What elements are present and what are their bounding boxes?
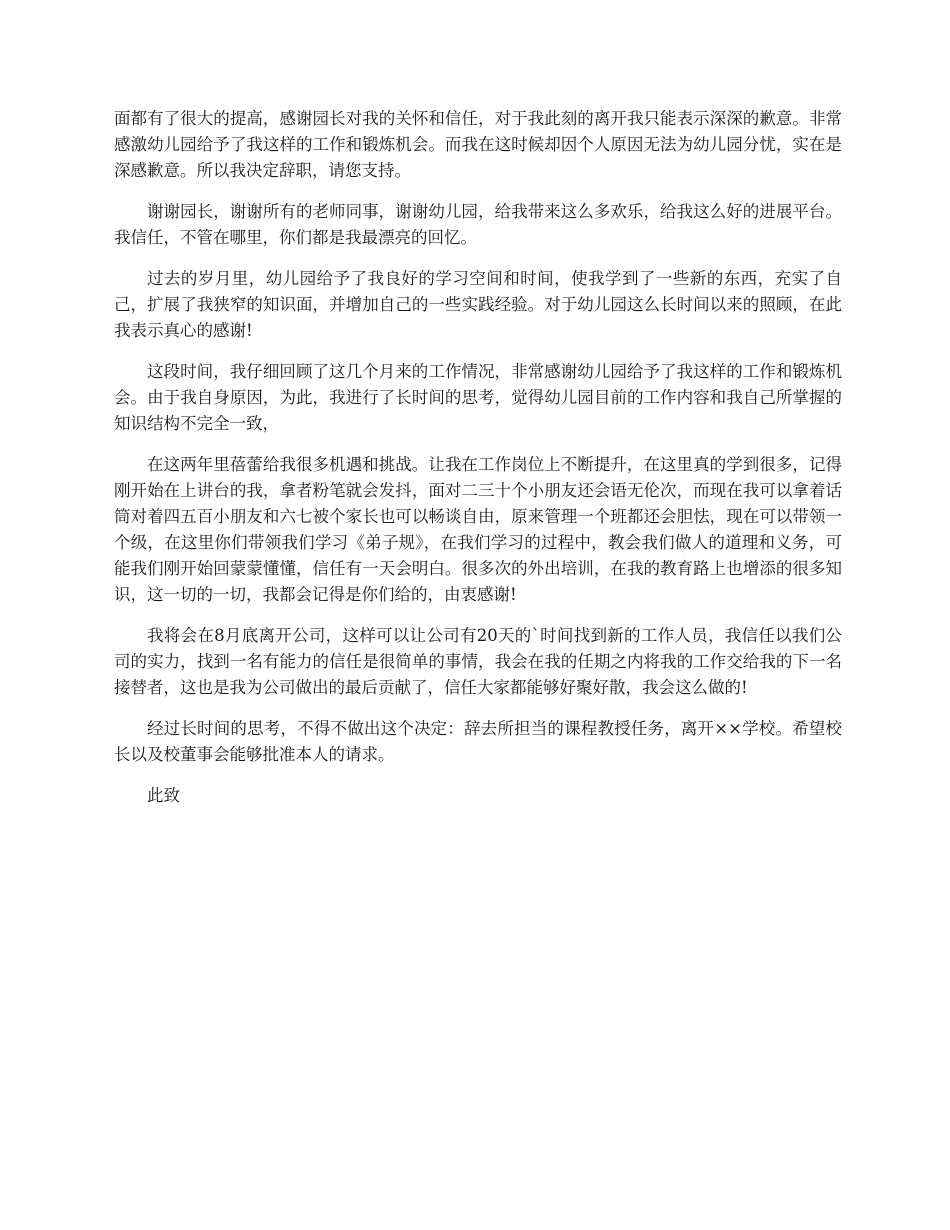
paragraph: 面都有了很大的提高，感谢园长对我的关怀和信任，对于我此刻的离开我只能表示深深的歉意。非常感激幼儿园给予了我这样的工作和锻炼机会。而我在这时候却因个人原因无法为幼儿园分忧，实在是深感歉意。所以我决定辞职，请您支持。 — [114, 109, 842, 180]
closing-salutation: 此致 — [147, 786, 180, 805]
paragraph: 过去的岁月里，幼儿园给予了我良好的学习空间和时间，使我学到了一些新的东西，充实了自己，扩展了我狭窄的知识面，并增加自己的一些实践经验。对于幼儿园这么长时间以来的照顾，在此我表示真心的感谢! — [114, 269, 842, 340]
paragraph: 经过长时间的思考，不得不做出这个决定：辞去所担当的课程教授任务，离开××学校。希望校长以及校董事会能够批准本人的请求。 — [114, 719, 842, 764]
document-page — [114, 106, 842, 824]
paragraph: 在这两年里蓓蕾给我很多机遇和挑战。让我在工作岗位上不断提升，在这里真的学到很多，记得刚开始在上讲台的我，拿者粉笔就会发抖，面对二三十个小朋友还会语无伦次，而现在我可以拿着话筒对着四五百小朋友和六七被个家长也可以畅谈自由，原来管理一个班都还会胆怯，现在可以带领一个级，在这里你们带领我们学习《弟子规》，在我们学习的过程中，教会我们做人的道理和义务，可能我们刚开始回蒙蒙懂懂，信任有一天会明白。很多次的外出培训，在我的教育路上也增添的很多知识，这一切的一切，我都会记得是你们给的，由衷感谢! — [114, 455, 842, 604]
paragraph: 这段时间，我仔细回顾了这几个月来的工作情况，非常感谢幼儿园给予了我这样的工作和锻炼机会。由于我自身原因，为此，我进行了长时间的思考，觉得幼儿园目前的工作内容和我自己所掌握的知识结构不完全一致， — [114, 362, 842, 433]
paragraph: 谢谢园长，谢谢所有的老师同事，谢谢幼儿园，给我带来这么多欢乐，给我这么好的进展平台。我信任，不管在哪里，你们都是我最漂亮的回忆。 — [114, 202, 842, 247]
paragraph: 我将会在8月底离开公司，这样可以让公司有20天的`时间找到新的工作人员，我信任以我们公司的实力，找到一名有能力的信任是很简单的事情，我会在我的任期之内将我的工作交给我的下一名接替者，这也是我为公司做出的最后贡献了，信任大家都能够好聚好散，我会这么做的! — [114, 626, 842, 697]
